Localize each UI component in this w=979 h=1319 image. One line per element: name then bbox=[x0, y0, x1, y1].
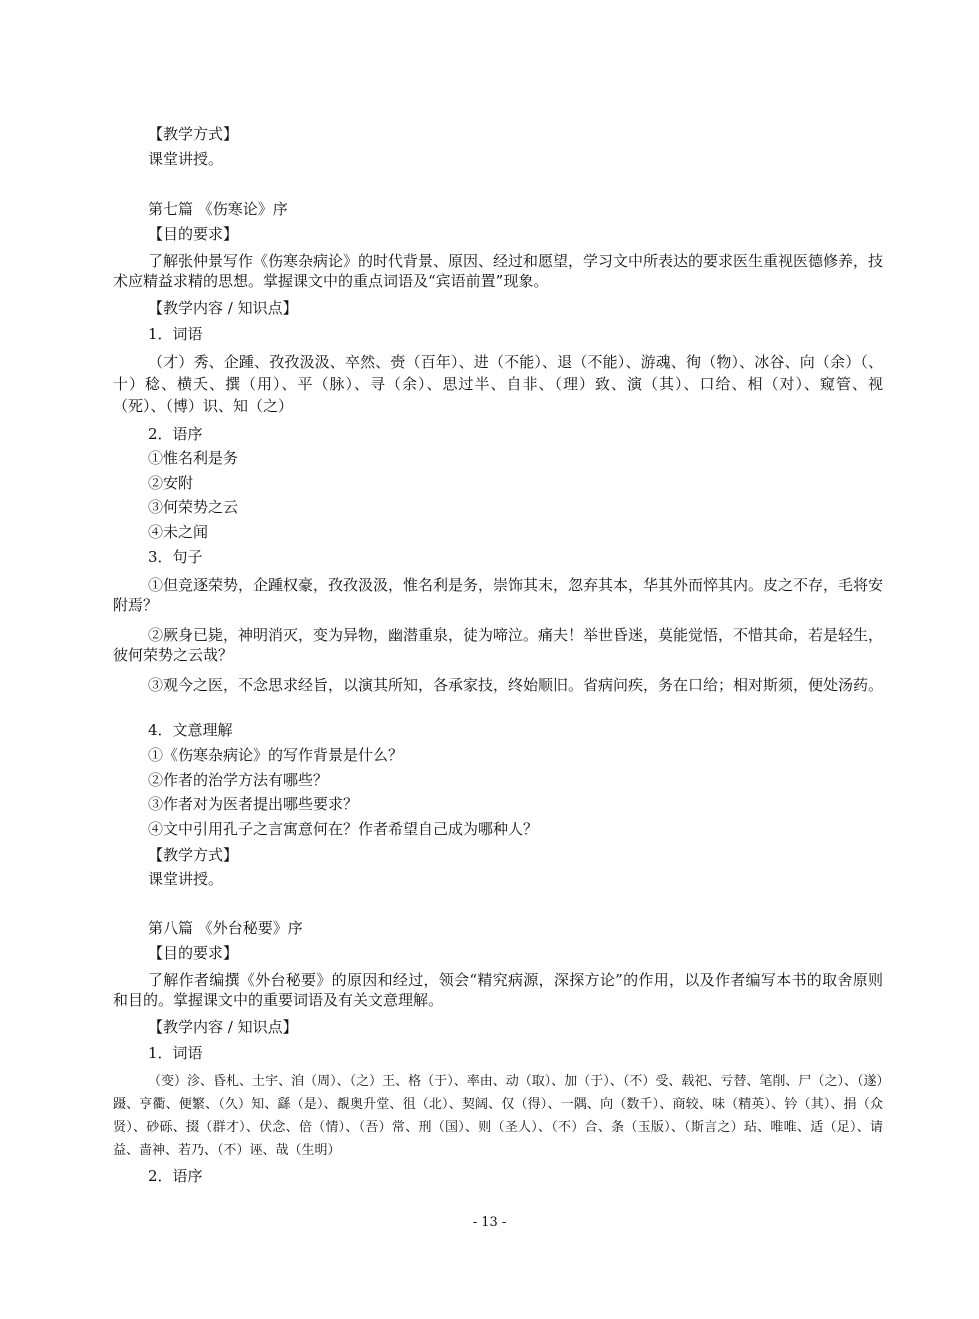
page-number: - 13 - bbox=[472, 1215, 507, 1230]
teaching-method-heading: 【教学方式】 bbox=[148, 846, 239, 864]
comprehension-item: ②作者的治学方法有哪些？ bbox=[148, 771, 329, 789]
sentence-item: ③观今之医，不念思求经旨，以演其所知，各承家技，终始顺旧。省病问疾，务在口给；相对斯须，便处汤药。 bbox=[148, 676, 884, 694]
word-order-heading: 2．语序 bbox=[148, 1167, 203, 1185]
chapter-7-title: 第七篇 《伤寒论》序 bbox=[148, 200, 288, 218]
words-paragraph: （才）秀、企踵、孜孜汲汲、卒然、赍（百年）、进（不能）、退（不能）、游魂、徇（物）、冰谷、向（余）（、十）稔、横夭、撰（用）、平（脉）、寻（余）、思过半、自非、（理）致、演（其）、口给、相（对）、窥管、视（死）、（博）识、知（之） bbox=[113, 353, 883, 415]
word-order-item: ③何荣势之云 bbox=[148, 498, 239, 516]
content-heading: 【教学内容 / 知识点】 bbox=[148, 299, 298, 317]
goal-heading: 【目的要求】 bbox=[148, 944, 239, 962]
words-heading: 1．词语 bbox=[148, 325, 203, 343]
content-heading: 【教学内容 / 知识点】 bbox=[148, 1018, 298, 1036]
sentence-item: ②厥身已毙，神明消灭，变为异物，幽潜重泉，徒为啼泣。痛夫！举世昏迷，莫能觉悟，不惜其命，若是轻生，彼何荣势之云哉？ bbox=[113, 626, 884, 664]
comprehension-item: ④文中引用孔子之言寓意何在？作者希望自己成为哪种人？ bbox=[148, 820, 539, 838]
goal-paragraph: 了解作者编撰《外台秘要》的原因和经过，领会“精究病源，深探方论”的作用，以及作者编写本书的取舍原则和目的。掌握课文中的重要词语及有关文意理解。 bbox=[113, 971, 883, 1009]
words-paragraph: （变）沴、昏札、土宇、洎（周）、（之）王、格（于）、率由、动（取）、加（于）、（不）受、载祀、亏替、笔削、尸（之）、（遂）蹑、亨衢、便繁、（久）知、繇（是）、覩奥升堂、徂（北）、契阔、仅（得）、一隅、向（数千）、商较、味（精英）、钤（其）、捐（众贤）、砂砾、掇（群才）、伏念、倍（情）、（吾）常、刑（国）、则（圣人）、（不）合、条（玉版）、（斯言之）玷、唯唯、适（足）、请益、啬神、若乃、（不）诬、哉（生明） bbox=[113, 1074, 883, 1158]
goal-paragraph: 了解张仲景写作《伤寒杂病论》的时代背景、原因、经过和愿望，学习文中所表达的要求医生重视医德修养，技术应精益求精的思想。掌握课文中的重点词语及“宾语前置”现象。 bbox=[113, 252, 884, 290]
chapter-8-title: 第八篇 《外台秘要》序 bbox=[148, 919, 303, 937]
comprehension-heading: 4．文意理解 bbox=[148, 721, 233, 739]
sentences-heading: 3．句子 bbox=[148, 548, 203, 566]
word-order-heading: 2．语序 bbox=[148, 425, 203, 443]
teaching-method-heading: 【教学方式】 bbox=[148, 125, 239, 143]
word-order-item: ①惟名利是务 bbox=[148, 449, 239, 467]
teaching-method-text: 课堂讲授。 bbox=[148, 150, 224, 168]
goal-heading: 【目的要求】 bbox=[148, 225, 239, 243]
teaching-method-text: 课堂讲授。 bbox=[148, 870, 224, 888]
comprehension-item: ①《伤寒杂病论》的写作背景是什么？ bbox=[148, 746, 404, 764]
word-order-item: ④未之闻 bbox=[148, 523, 209, 541]
sentence-item: ①但竞逐荣势，企踵权豪，孜孜汲汲，惟名利是务，崇饰其末，忽弃其本，华其外而悴其内。皮之不存，毛将安附焉？ bbox=[113, 576, 884, 614]
words-heading: 1．词语 bbox=[148, 1044, 203, 1062]
word-order-item: ②安附 bbox=[148, 474, 194, 492]
comprehension-item: ③作者对为医者提出哪些要求？ bbox=[148, 795, 359, 813]
